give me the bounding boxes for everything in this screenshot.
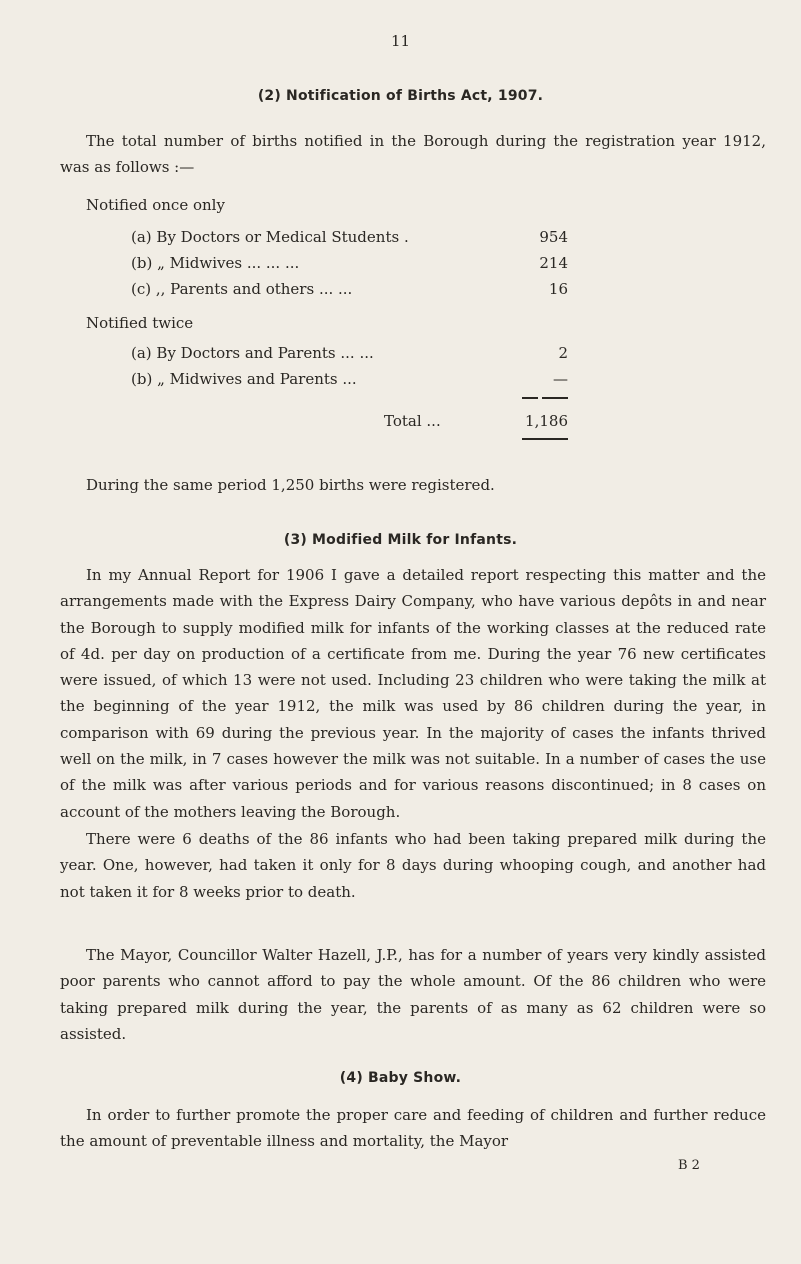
births-row-value: 954 (539, 228, 568, 246)
total-rule-bottom (522, 438, 568, 440)
births-row-label: (b) „ Midwives and Parents ... (131, 370, 357, 388)
paragraph-baby-show: In order to further promote the proper care and feeding of children and further reduce the amount of preventable illness and mortality, the Mayor (60, 1106, 766, 1151)
paragraph-mayor-assistance: The Mayor, Councillor Walter Hazell, J.P., has for a number of years very kindly assisted poor parents who cannot afford to pay the whole amount. Of the 86 children who were taking prepared milk during the year, the parents of as many as 62 children were so assisted. (60, 946, 766, 1043)
total-value: 1,186 (525, 412, 568, 430)
births-row-label: (b) „ Midwives ... ... ... (131, 254, 300, 272)
section-heading-baby-show: (4) Baby Show. (339, 1070, 462, 1086)
section-heading-notification-of-births: (2) Notification of Births Act, 1907. (257, 88, 544, 104)
page-number: 11 (390, 32, 411, 50)
paragraph-births-registered: During the same period 1,250 births were registered. (86, 476, 495, 494)
births-row-label: (a) By Doctors or Medical Students . (131, 228, 409, 246)
births-row-value: 2 (558, 344, 568, 362)
group-label-notified-twice: Notified twice (86, 314, 194, 332)
paragraph-births-intro: The total number of births notified in the Borough during the registration year 1912, was as follows :— (60, 132, 766, 177)
births-row-value: 214 (539, 254, 568, 272)
births-row-value: 16 (548, 280, 568, 298)
signature-mark: B 2 (678, 1158, 700, 1173)
paragraph-modified-milk-report: In my Annual Report for 1906 I gave a detailed report respecting this matter and the arrangements made with the Express Dairy Company, who have various depôts in and near the Borough to supply modified milk for infants of the working classes at the reduced rate of 4d. per day on production of a certificate from me. During the year 76 new certificates were issued, of which 13 were not used. Including 23 children who were taking the milk at the beginning of the year 1912, the milk was used by 86 children during the year, in comparison with 69 during the previous year. In the majority of cases the infants thrived well on the milk, in 7 cases however the milk was not suitable. In a number of cases the use of the milk was after various periods and for various reasons discontinued; in 8 cases on account of the mothers leaving the Borough. (60, 566, 766, 821)
section-heading-modified-milk: (3) Modified Milk for Infants. (283, 532, 518, 548)
total-label: Total ... (384, 412, 441, 430)
total-rule-top-right (542, 397, 568, 399)
total-rule-top-left (522, 397, 538, 399)
group-label-notified-once: Notified once only (86, 196, 225, 214)
births-row-label: (c) ,, Parents and others ... ... (131, 280, 353, 298)
births-row-label: (a) By Doctors and Parents ... ... (131, 344, 374, 362)
paragraph-milk-deaths: There were 6 deaths of the 86 infants who had been taking prepared milk during the year. One, however, had taken it only for 8 days during whooping cough, and another had not taken it for 8 weeks prior to death. (60, 830, 766, 901)
births-row-value: — (553, 370, 568, 388)
